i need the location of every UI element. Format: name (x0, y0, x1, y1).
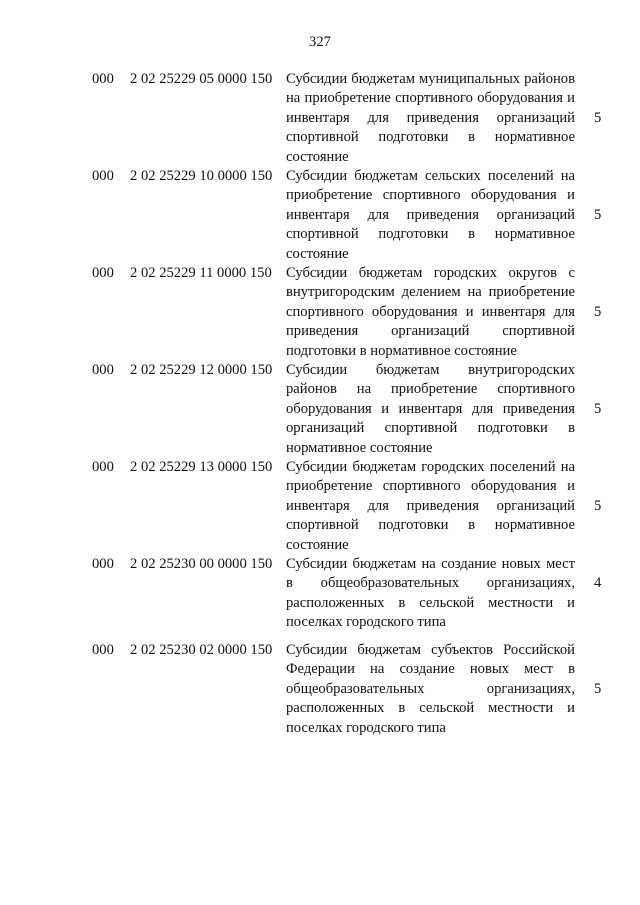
row-description: Субсидии бюджетам субъектов Российской Федерации на создание новых мест в общеобразовательных организациях, расположенных в сельской местности и поселках городского типа (286, 642, 575, 736)
budget-code-table (0, 70, 640, 738)
table-row (0, 167, 640, 264)
table-row (0, 264, 640, 361)
row-description: Субсидии бюджетам городских округов с внутригородским делением на приобретение спортивного оборудования и инвентаря для приведения организаций спортивной подготовки в нормативное состояние (286, 265, 575, 359)
admin-code: 000 (92, 265, 114, 281)
admin-code: 000 (92, 362, 114, 378)
admin-code: 000 (92, 168, 114, 184)
budget-classification-code: 2 02 25230 02 0000 150 (130, 642, 273, 658)
budget-classification-code: 2 02 25230 00 0000 150 (130, 556, 273, 572)
row-amount: 5 (594, 303, 602, 320)
row-description: Субсидии бюджетам муниципальных районов на приобретение спортивного оборудования и инвентаря для приведения организаций спортивной подготовки в нормативное состояние (286, 71, 575, 165)
row-amount: 5 (594, 400, 602, 417)
table-row (0, 70, 640, 167)
table-row (0, 458, 640, 555)
row-amount: 5 (594, 109, 602, 126)
budget-classification-code: 2 02 25229 12 0000 150 (130, 362, 273, 378)
table-row (0, 555, 640, 641)
row-description: Субсидии бюджетам сельских поселений на приобретение спортивного оборудования и инвентаря для приведения организаций спортивной подготовки в нормативное состояние (286, 168, 575, 262)
row-amount: 5 (594, 680, 602, 697)
budget-classification-code: 2 02 25229 13 0000 150 (130, 459, 273, 475)
row-description: Субсидии бюджетам внутригородских районов на приобретение спортивного оборудования и инвентаря для приведения организаций спортивной подготовки в нормативное состояние (286, 362, 575, 456)
page-number: 327 (309, 34, 331, 50)
row-description: Субсидии бюджетам на создание новых мест в общеобразовательных организациях, расположенных в сельской местности и поселках городского типа (286, 556, 575, 631)
budget-classification-code: 2 02 25229 11 0000 150 (130, 265, 272, 281)
admin-code: 000 (92, 459, 114, 475)
budget-classification-code: 2 02 25229 05 0000 150 (130, 71, 273, 87)
table-row (0, 361, 640, 458)
row-amount: 4 (594, 575, 602, 592)
admin-code: 000 (92, 71, 114, 87)
row-amount: 5 (594, 206, 602, 223)
admin-code: 000 (92, 556, 114, 572)
table-row (0, 641, 640, 738)
budget-classification-code: 2 02 25229 10 0000 150 (130, 168, 273, 184)
admin-code: 000 (92, 642, 114, 658)
row-description: Субсидии бюджетам городских поселений на приобретение спортивного оборудования и инвентаря для приведения организаций спортивной подготовки в нормативное состояние (286, 459, 575, 553)
row-amount: 5 (594, 497, 602, 514)
